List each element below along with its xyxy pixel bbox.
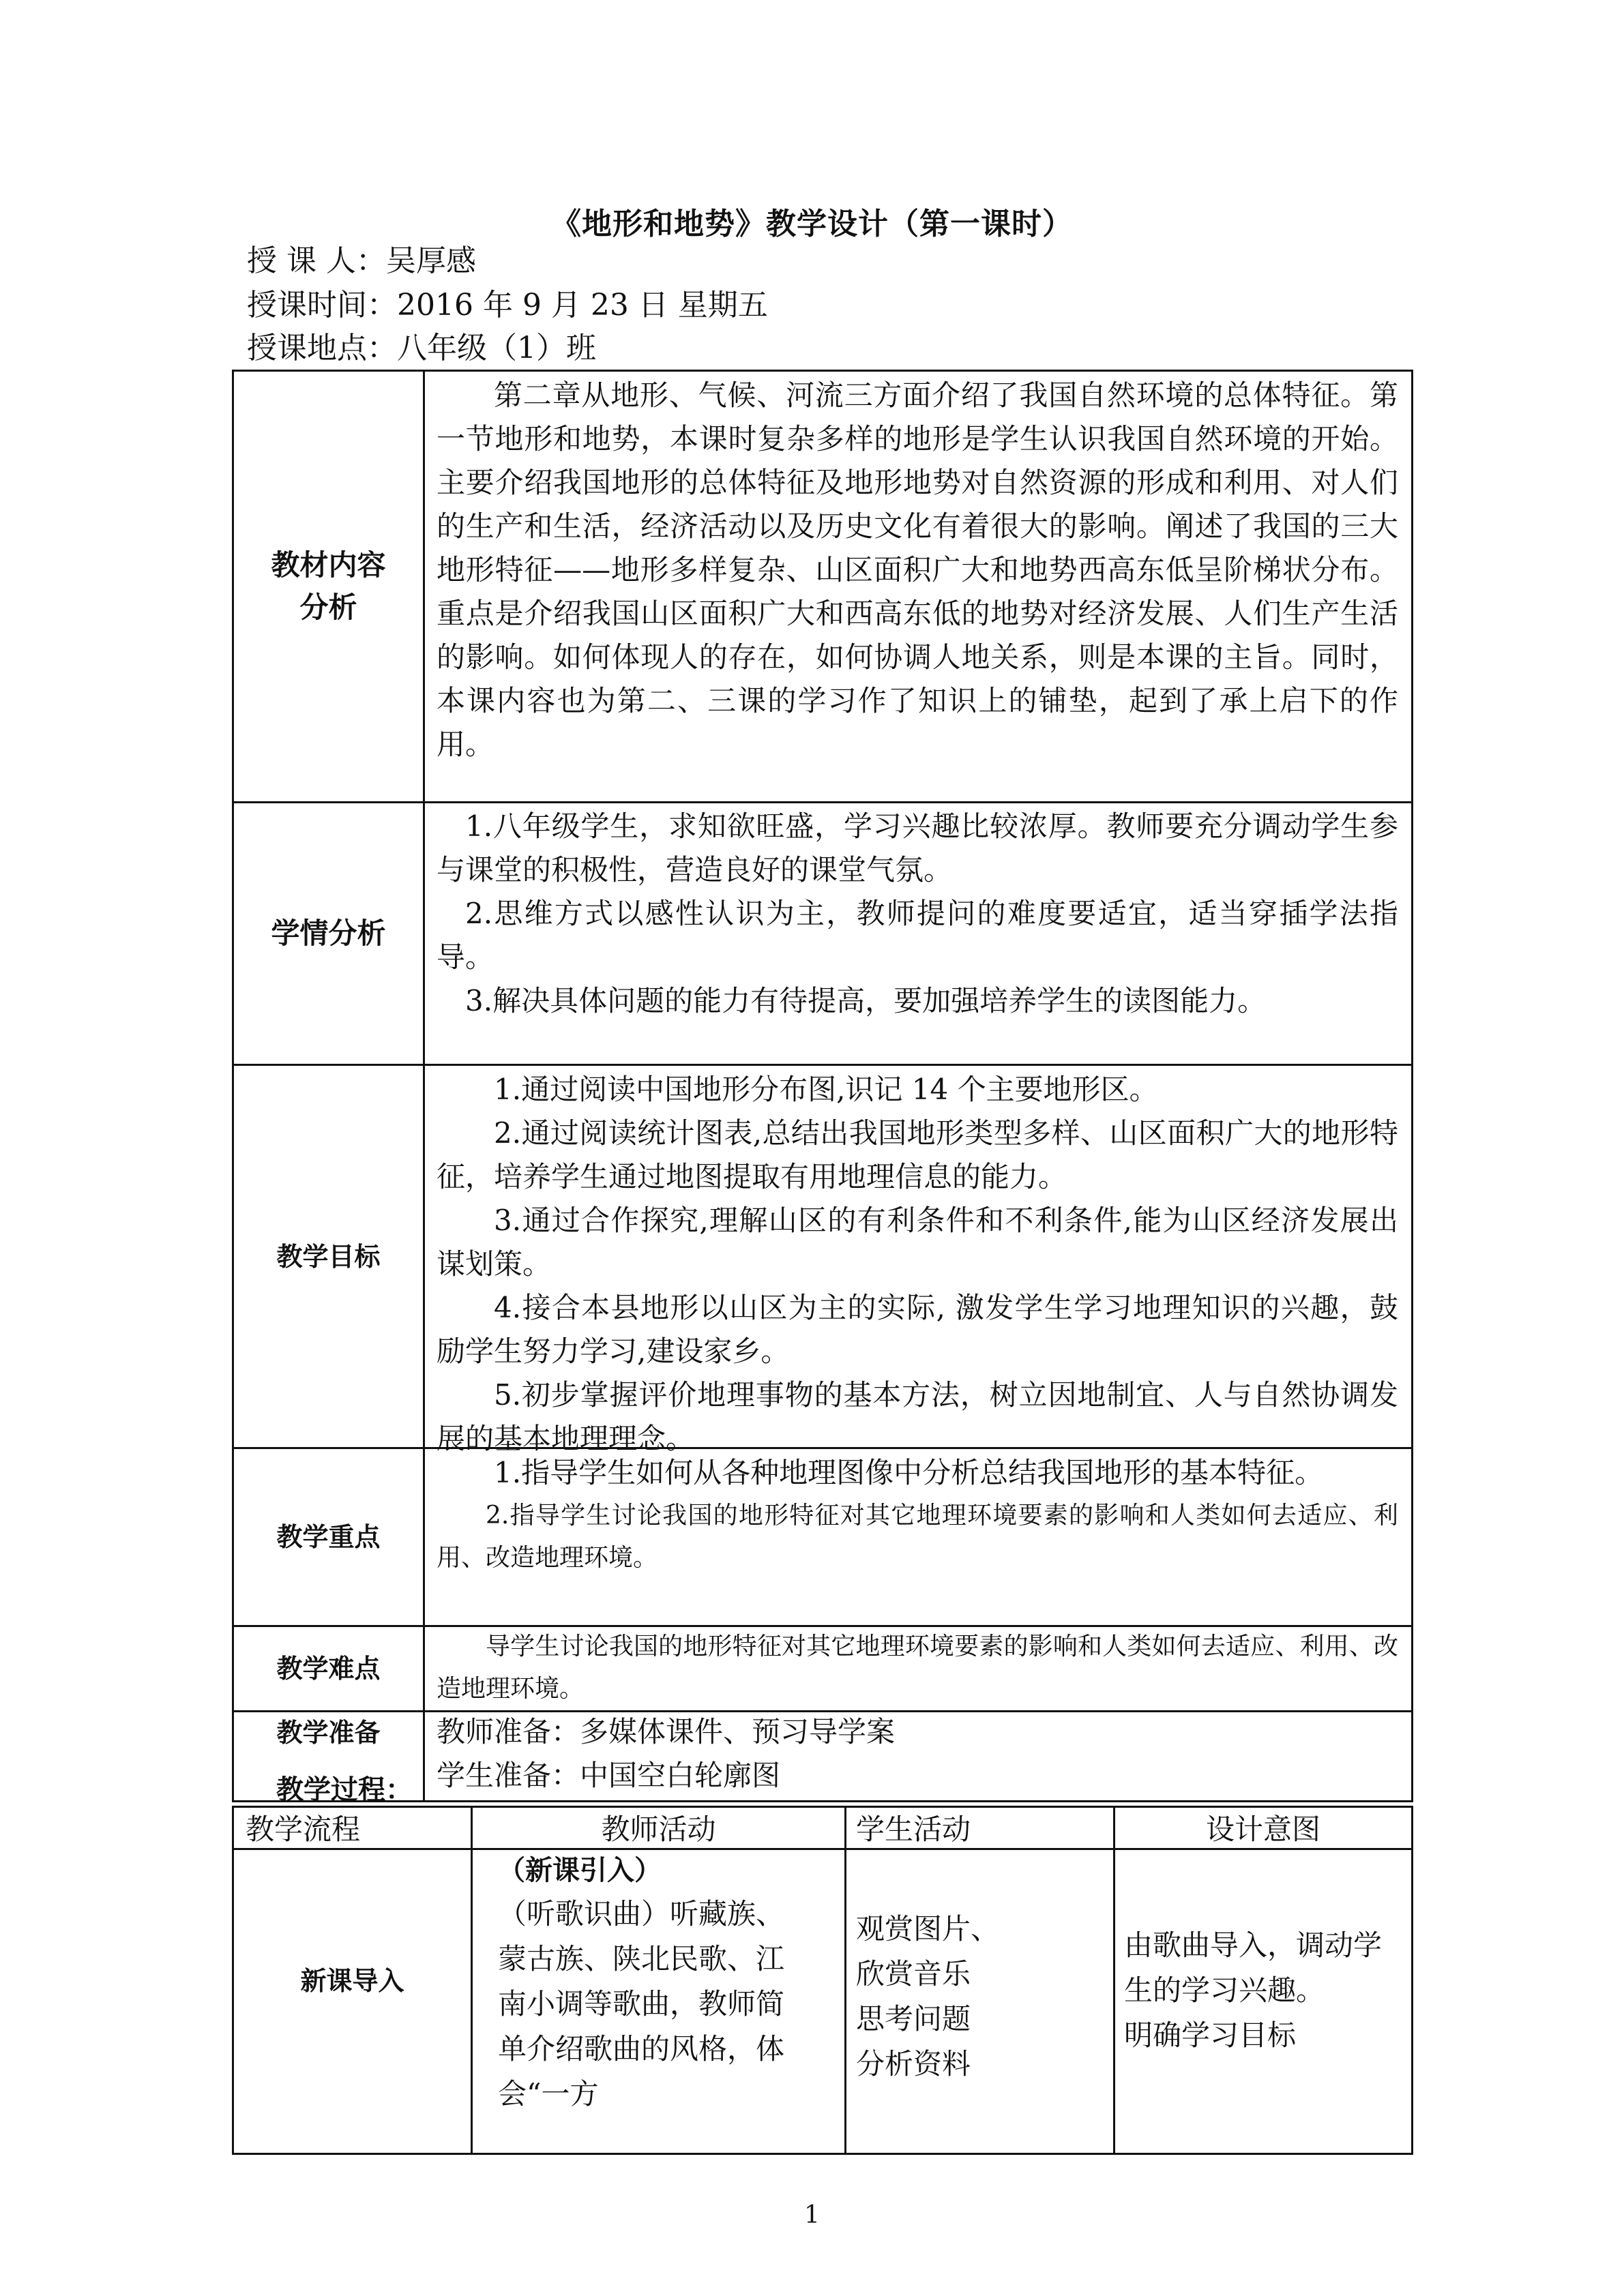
preparation-teacher: 教师准备：多媒体课件、预习导学案 xyxy=(437,1715,896,1748)
process-table-bottom xyxy=(232,2153,1413,2155)
process-title: 教学过程： xyxy=(276,1774,413,1806)
time-line: 授课时间：2016 年 9 月 23 日 星期五 xyxy=(247,288,768,323)
student-activity-line: 观赏图片、 xyxy=(856,1912,1000,1945)
process-col-4 xyxy=(1411,1806,1413,2155)
material-content xyxy=(437,374,1398,766)
goal-5: 5.初步掌握评价地理事物的基本方法，树立因地制宜、人与自然协调发展的基本地理理念。 xyxy=(437,1378,1398,1455)
header-teacher: 教师活动 xyxy=(601,1813,716,1846)
students-label: 学情分析 xyxy=(271,916,386,950)
header-student: 学生活动 xyxy=(856,1813,971,1846)
page-number: 1 xyxy=(804,2201,820,2229)
material-text: 第二章从地形、气候、河流三方面介绍了我国自然环境的总体特征。第一节地形和地势，本课时复杂多样的地形是学生认识我国自然环境的开始。主要介绍我国地形的总体特征及地形地势对自然资源的形成和利用、对人们的生产和生活，经济活动以及历史文化有着很大的影响。阐述了我国的三大地形特征——地形多样复杂、山区面积广大和地势西高东低呈阶梯状分布。重点是介绍我国山区面积广大和西高东低的地势对经济发展、人们生产生活的影响。如何体现人的存在，如何协调人地关系，则是本课的主旨。同时，本课内容也为第二、三课的学习作了知识上的铺垫，起到了承上启下的作用。 xyxy=(437,378,1398,761)
design-intent-line: 由歌曲导入，调动学生的学习兴趣。 xyxy=(1124,1928,1383,2007)
key-points-content xyxy=(437,1451,1398,1579)
preparation-student: 学生准备：中国空白轮廓图 xyxy=(437,1759,781,1792)
header-stage: 教学流程 xyxy=(246,1813,361,1846)
design-intent xyxy=(1124,1923,1397,2058)
document-title: 《地形和地势》教学设计（第一课时） xyxy=(551,207,1073,241)
key-points-label: 教学重点 xyxy=(276,1522,381,1552)
student-activity-line: 分析资料 xyxy=(856,2047,971,2081)
material-label xyxy=(234,372,423,801)
goal-3: 3.通过合作探究,理解山区的有利条件和不利条件,能为山区经济发展出谋划策。 xyxy=(437,1204,1398,1281)
student-activity-line: 思考问题 xyxy=(856,2002,971,2036)
teacher-line: 授 课 人：吴厚感 xyxy=(247,243,476,278)
teacher-activity-title: （新课引入） xyxy=(498,1855,662,1886)
header-intent: 设计意图 xyxy=(1205,1813,1320,1846)
difficulties-text: 导学生讨论我国的地形特征对其它地理环境要素的影响和人类如何去适应、利用、改造地理环境。 xyxy=(437,1632,1398,1703)
goals-content xyxy=(437,1068,1398,1461)
goal-2: 2.通过阅读统计图表,总结出我国地形类型多样、山区面积广大的地形特征，培养学生通过地图提取有用地理信息的能力。 xyxy=(437,1116,1398,1193)
teacher-activity xyxy=(498,1849,812,2117)
preparation-label: 教学准备 xyxy=(276,1718,381,1748)
difficulties-label: 教学难点 xyxy=(276,1654,381,1684)
student-activity xyxy=(856,1907,1108,2087)
table-border-right xyxy=(1411,370,1413,1802)
place-line: 授课地点：八年级（1）班 xyxy=(247,331,596,366)
students-point-3: 3.解决具体问题的能力有待提高，要加强培养学生的读图能力。 xyxy=(465,984,1267,1017)
design-intent-line: 明确学习目标 xyxy=(1124,2018,1297,2052)
student-activity-line: 欣赏音乐 xyxy=(856,1957,971,1991)
goal-4: 4.接合本县地形以山区为主的实际, 激发学生学习地理知识的兴趣，鼓励学生努力学习,建设家乡。 xyxy=(437,1291,1398,1368)
goals-label: 教学目标 xyxy=(276,1241,381,1272)
process-col-2 xyxy=(844,1806,846,2155)
process-col-1 xyxy=(471,1806,473,2155)
preparation-content xyxy=(437,1710,1398,1798)
material-label-line2: 分析 xyxy=(299,591,357,624)
key-point-1: 1.指导学生如何从各种地理图像中分析总结我国地形的基本特征。 xyxy=(494,1456,1324,1489)
stage-intro: 新课导入 xyxy=(300,1966,404,1996)
process-col-3 xyxy=(1113,1806,1115,2155)
students-point-1: 1.八年级学生，求知欲旺盛，学习兴趣比较浓厚。教师要充分调动学生参与课堂的积极性，营造良好的课堂气氛。 xyxy=(437,809,1398,886)
material-label-line1: 教材内容 xyxy=(271,548,386,582)
students-content xyxy=(437,805,1398,1023)
key-point-2: 2.指导学生讨论我国的地形特征对其它地理环境要素的影响和人类如何去适应、利用、改造地理环境。 xyxy=(437,1502,1398,1572)
label-column-divider xyxy=(423,370,425,1800)
teacher-activity-text: （听歌识曲）听藏族、蒙古族、陕北民歌、江南小调等歌曲，教师简单介绍歌曲的风格，体会“一方 xyxy=(498,1897,785,2111)
difficulties-content xyxy=(437,1626,1398,1710)
process-header-bottom xyxy=(232,1848,1413,1850)
students-point-2: 2.思维方式以感性认识为主，教师提问的难度要适宜，适当穿插学法指导。 xyxy=(437,897,1398,974)
goal-1: 1.通过阅读中国地形分布图,识记 14 个主要地形区。 xyxy=(494,1073,1158,1106)
